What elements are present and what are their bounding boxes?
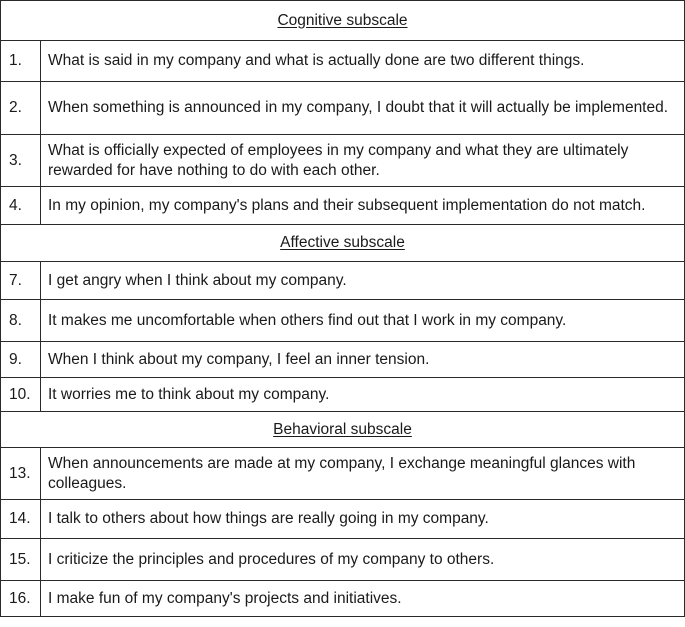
item-row <box>1 187 685 225</box>
item-row <box>1 262 685 300</box>
item-text: I talk to others about how things are really going in my company. <box>41 500 685 539</box>
section-title: Cognitive subscale <box>277 11 408 29</box>
item-text: I make fun of my company's projects and initiatives. <box>41 581 685 617</box>
item-number: 4. <box>1 187 41 225</box>
section-header <box>1 412 685 448</box>
section-header <box>1 225 685 262</box>
item-row <box>1 500 685 539</box>
item-row <box>1 135 685 187</box>
section-header-row <box>1 225 685 262</box>
section-header-row <box>1 412 685 448</box>
section-header <box>1 1 685 41</box>
item-number: 8. <box>1 300 41 342</box>
item-text: When something is announced in my company, I doubt that it will actually be implemented. <box>41 82 685 135</box>
item-text: I criticize the principles and procedures of my company to others. <box>41 539 685 581</box>
item-text: When announcements are made at my company, I exchange meaningful glances with colleagues. <box>41 448 685 500</box>
item-row <box>1 581 685 617</box>
item-number: 1. <box>1 41 41 82</box>
item-number: 2. <box>1 82 41 135</box>
item-row <box>1 378 685 412</box>
item-text: It makes me uncomfortable when others find out that I work in my company. <box>41 300 685 342</box>
item-row <box>1 448 685 500</box>
section-title: Affective subscale <box>280 234 405 251</box>
item-row <box>1 300 685 342</box>
item-number: 7. <box>1 262 41 300</box>
item-text: I get angry when I think about my company. <box>41 262 685 300</box>
item-row <box>1 41 685 82</box>
section-header-row <box>1 1 685 41</box>
item-text: It worries me to think about my company. <box>41 378 685 412</box>
item-number: 10. <box>1 378 41 412</box>
section-title: Behavioral subscale <box>273 420 412 438</box>
item-number: 15. <box>1 539 41 581</box>
item-text: In my opinion, my company's plans and their subsequent implementation do not match. <box>41 187 685 225</box>
item-number: 13. <box>1 448 41 500</box>
item-number: 9. <box>1 342 41 378</box>
item-number: 16. <box>1 581 41 617</box>
item-row <box>1 82 685 135</box>
item-number: 3. <box>1 135 41 187</box>
item-row <box>1 539 685 581</box>
item-row <box>1 342 685 378</box>
item-text: What is officially expected of employees in my company and what they are ultimately rewarded for have nothing to do with each other. <box>41 135 685 187</box>
item-text: When I think about my company, I feel an inner tension. <box>41 342 685 378</box>
item-text: What is said in my company and what is actually done are two different things. <box>41 41 685 82</box>
item-number: 14. <box>1 500 41 539</box>
